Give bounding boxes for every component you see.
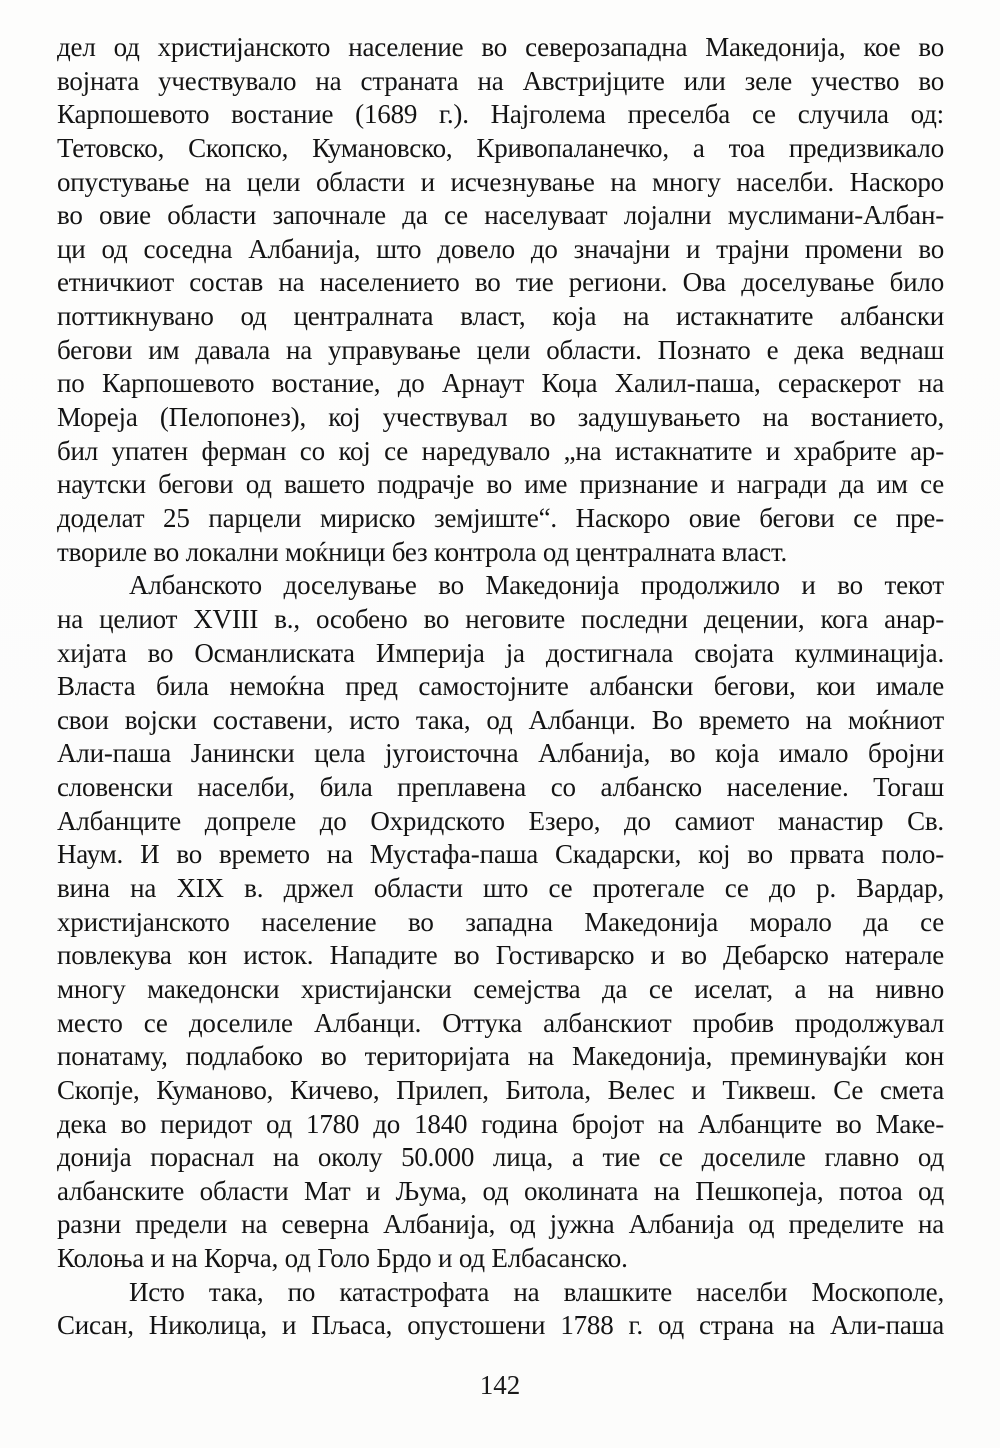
text-line: Колоња и на Корча, од Голо Брдо и од Елбасанско. [57,1243,628,1274]
text-line: Мореја (Пелопонез), кој учествувал во задушувањето на востанието, [57,402,944,433]
text-line: вина на XIX в. држел области што се протегале се до р. Вардар, [57,873,944,904]
text-line: поттикнувано од централната власт, која на истакнатите албански [57,301,944,332]
text-line: ци од соседна Албанија, што довело до значајни и трајни промени во [57,233,944,264]
text-line: наутски бегови од вашето подрачје во име признание и награди да им се [57,469,944,500]
text-line: бегови им давала на управување цели области. Познато е дека веднаш [57,334,944,365]
text-line: Али-паша Јанински цела југоисточна Албанија, во која имало бројни [57,738,944,769]
paragraph [57,1276,944,1343]
text-line: место се доселиле Албанци. Оттука албанскиот пробив продолжувал [57,1007,944,1038]
text-line: бил упатен ферман со кој се наредувало „на истакнатите и храбрите ар- [57,435,944,466]
text-line: на целиот XVIII в., особено во неговите последни децении, кога анар- [57,603,944,634]
text-line: Исто така, по катастрофата на влашките населби Москополе, [129,1276,944,1307]
text-line: Тетовско, Скопско, Кумановско, Кривопаланечко, а тоа предизвикало [57,132,944,163]
page-number: 142 [479,1370,521,1400]
text-line: во овие области започнале да се населуваат лојални муслимани-Албан- [57,200,944,231]
text-line: Сисан, Николица, и Пљаса, опустошени 1788 г. од страна на Али-паша [57,1310,944,1341]
text-line: понатаму, подлабоко во територијата на Македонија, преминувајќи кон [57,1041,944,1072]
text-line: етничкиот состав на населението во тие региони. Ова доселување било [57,267,944,298]
text-line: опустување на цели области и исчезнување на многу населби. Наскоро [57,166,944,197]
text-line: хијата во Османлиската Империја ја достигнала својата кулминација. [57,637,944,668]
text-line: дека во перидот од 1780 до 1840 година бројот на Албанците во Маке- [57,1108,944,1139]
text-line: доделат 25 парцели мириско земјиште“. Наскоро овие бегови се пре- [57,502,944,533]
text-line: Наум. И во времето на Мустафа-паша Скадарски, кој во првата поло- [57,839,944,870]
text-line: словенски населби, била преплавена со албанско население. Тогаш [57,772,944,803]
text-line: христијанското население во западна Македонија морало да се [57,906,944,937]
text-line: твориле во локални моќници без контрола од централната власт. [57,536,788,567]
text-line: албанските области Мат и Љума, од околината на Пешкопеја, потоа од [57,1175,944,1206]
text-line: по Карпошевото востание, до Арнаут Коџа Халил-паша, сераскерот на [57,368,944,399]
paragraph [57,31,944,569]
text-line: Власта била немоќна пред самостојните албански бегови, кои имале [57,671,944,702]
page-text [57,31,944,1343]
paragraph [57,569,944,1275]
text-line: Албанците допреле до Охридското Езеро, до самиот манастир Св. [57,805,944,836]
text-line: многу македонски христијански семејства да се иселат, а на нивно [57,973,944,1004]
text-line: Скопје, Куманово, Кичево, Прилеп, Битола, Велес и Тиквеш. Се смета [57,1074,944,1105]
text-line: дел од христијанското население во северозападна Македонија, кое во [57,32,944,62]
text-line: донија пораснал на околу 50.000 лица, а тие се доселиле главно од [57,1142,944,1173]
text-line: свои војски составени, исто така, од Албанци. Во времето на моќниот [57,704,944,735]
text-line: Карпошевото востание (1689 г.). Најголема преселба се случила од: [57,99,944,130]
text-line: војната учествувало на страната на Австријците или зеле учество во [57,65,944,96]
text-line: повлекува кон исток. Нападите во Гостиварско и во Дебарско натерале [57,940,944,971]
text-line: разни предели на северна Албанија, од јужна Албанија од пределите на [57,1209,944,1240]
text-line: Албанското доселување во Македонија продолжило и во текот [129,570,944,601]
